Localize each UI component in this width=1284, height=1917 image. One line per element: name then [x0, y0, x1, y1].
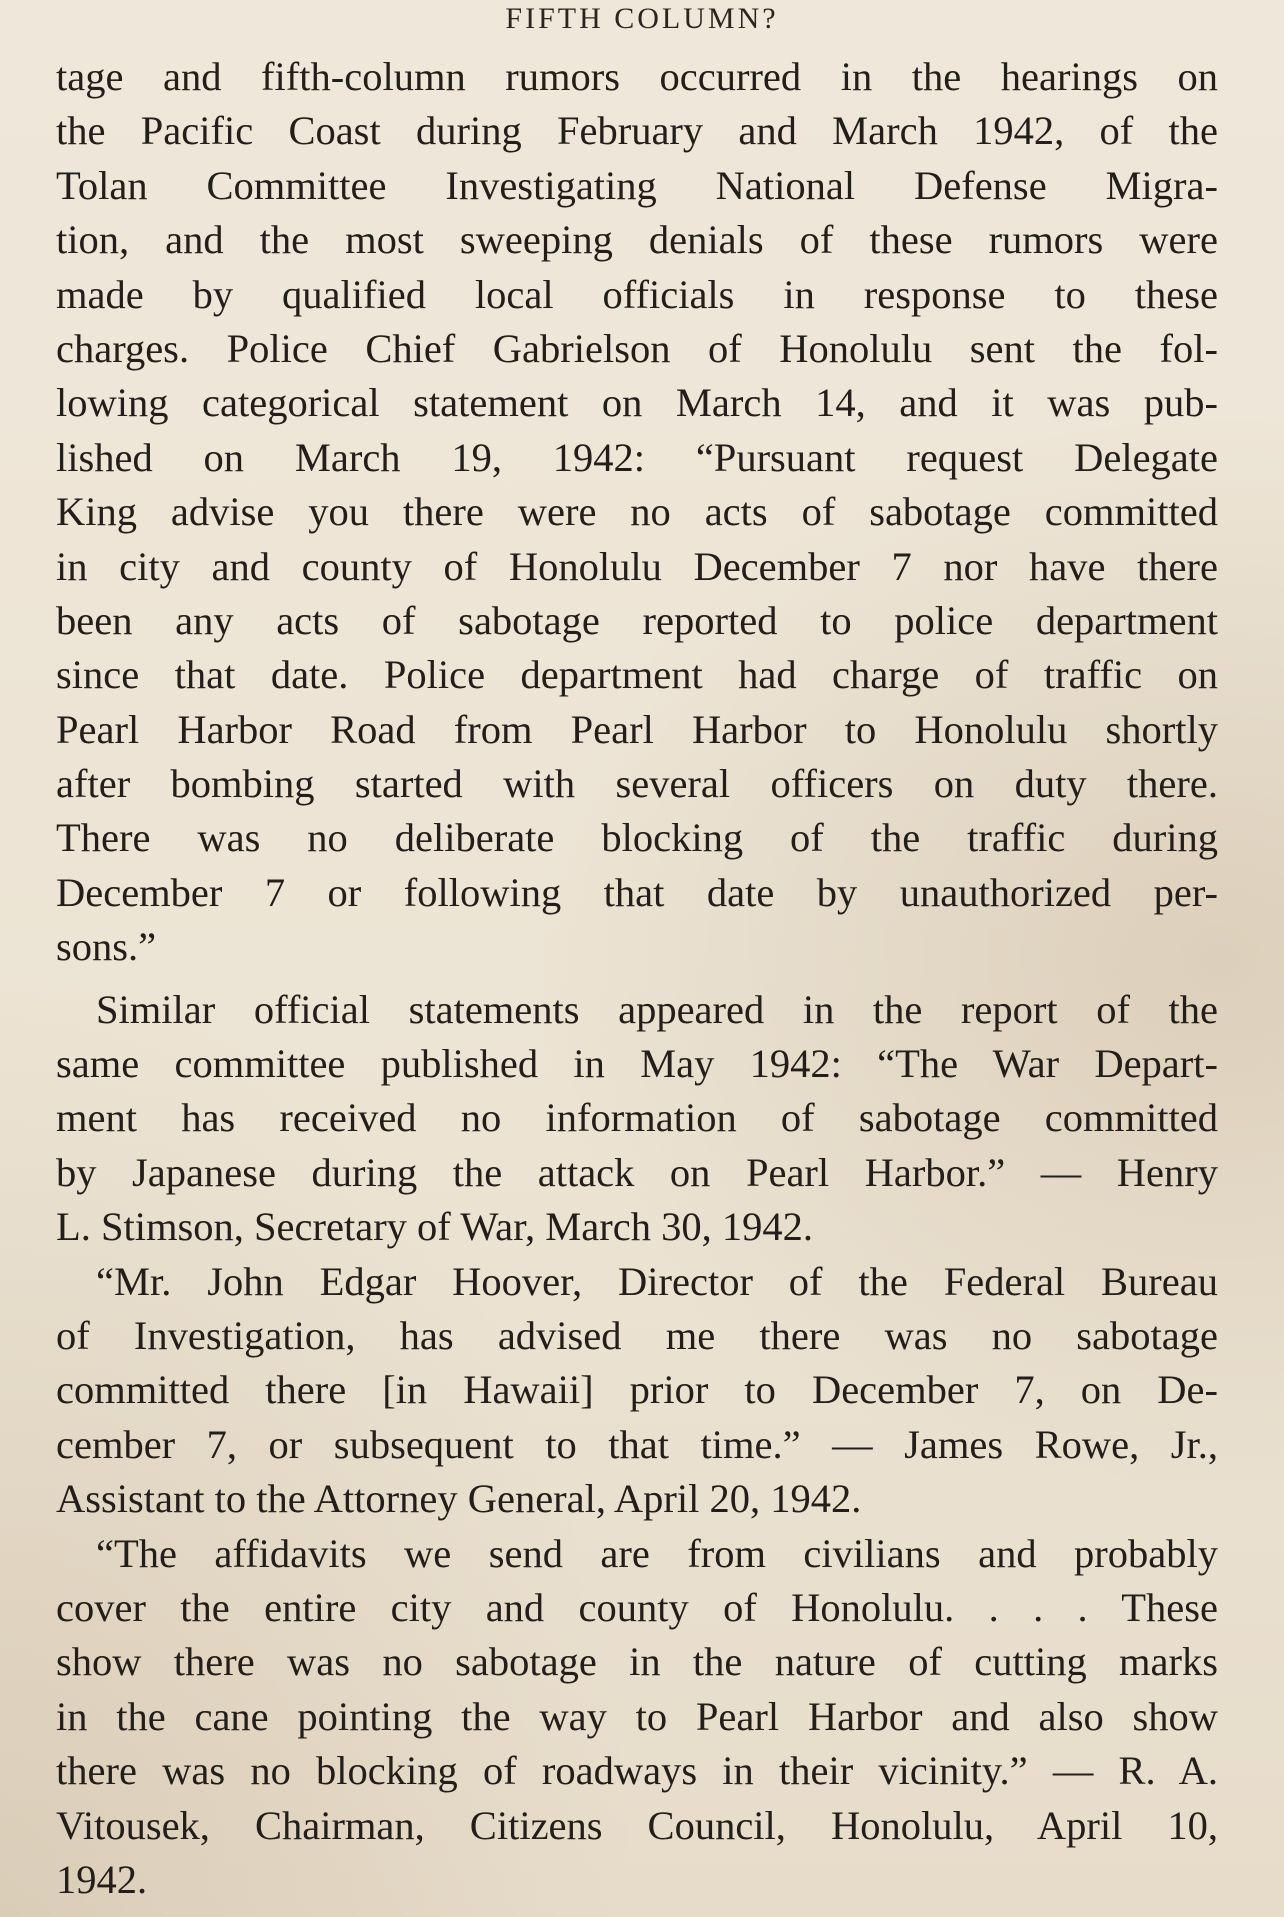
text-line: in city and county of Honolulu December 7 nor have there: [56, 543, 1218, 589]
text-line: Similar official statements appeared in the report of the: [96, 986, 1218, 1032]
text-line: been any acts of sabotage reported to police department: [56, 597, 1218, 643]
running-head: FIFTH COLUMN?: [505, 2, 779, 35]
text-line: tage and fifth-column rumors occurred in the hearings on: [56, 54, 1218, 99]
text-line: Vitousek, Chairman, Citizens Council, Honolulu, April 10,: [56, 1802, 1218, 1848]
text-line: there was no blocking of roadways in their vicinity.” — R. A.: [56, 1748, 1218, 1794]
text-line: lowing categorical statement on March 14, and it was pub-: [56, 380, 1218, 426]
text-line: Tolan Committee Investigating National Defense Migra-: [56, 162, 1218, 208]
text-line: same committee published in May 1942: “The War Depart-: [56, 1041, 1218, 1087]
text-line: Assistant to the Attorney General, April 20, 1942.: [56, 1476, 862, 1522]
paragraph-4: [56, 1527, 1218, 1908]
paragraph-gap: [56, 975, 1218, 983]
text-line: cember 7, or subsequent to that time.” — James Rowe, Jr.,: [56, 1421, 1218, 1467]
paragraph-2: [56, 983, 1218, 1255]
text-line: charges. Police Chief Gabrielson of Honolulu sent the fol-: [56, 325, 1218, 371]
text-line: sons.”: [56, 924, 157, 970]
text-line: Pearl Harbor Road from Pearl Harbor to Honolulu shortly: [56, 706, 1218, 752]
text-line: King advise you there were no acts of sabotage committed: [56, 489, 1218, 535]
text-line: made by qualified local officials in response to these: [56, 271, 1218, 317]
text-line: after bombing started with several officers on duty there.: [56, 761, 1218, 807]
body-text: [56, 50, 1218, 1907]
text-line: “The affidavits we send are from civilians and probably: [96, 1530, 1218, 1576]
text-line: 1942.: [56, 1856, 148, 1902]
text-line: the Pacific Coast during February and March 1942, of the: [56, 108, 1218, 154]
text-line: in the cane pointing the way to Pearl Harbor and also show: [56, 1693, 1218, 1739]
text-line: lished on March 19, 1942: “Pursuant request Delegate: [56, 434, 1218, 480]
text-line: by Japanese during the attack on Pearl Harbor.” — Henry: [56, 1149, 1218, 1195]
text-line: cover the entire city and county of Honolulu. . . . These: [56, 1584, 1218, 1630]
text-line: show there was no sabotage in the nature of cutting marks: [56, 1639, 1218, 1685]
text-line: tion, and the most sweeping denials of these rumors were: [56, 217, 1218, 263]
text-line: of Investigation, has advised me there was no sabotage: [56, 1312, 1218, 1358]
text-line: since that date. Police department had charge of traffic on: [56, 652, 1218, 698]
text-line: “Mr. John Edgar Hoover, Director of the Federal Bureau: [96, 1258, 1218, 1304]
text-line: ment has received no information of sabotage committed: [56, 1095, 1218, 1141]
paragraph-3: [56, 1255, 1218, 1527]
text-line: December 7 or following that date by unauthorized per-: [56, 869, 1218, 915]
text-line: committed there [in Hawaii] prior to December 7, on De-: [56, 1367, 1218, 1413]
text-line: There was no deliberate blocking of the traffic during: [56, 815, 1218, 861]
text-line: L. Stimson, Secretary of War, March 30, 1942.: [56, 1204, 813, 1250]
paragraph-1: [56, 50, 1218, 975]
